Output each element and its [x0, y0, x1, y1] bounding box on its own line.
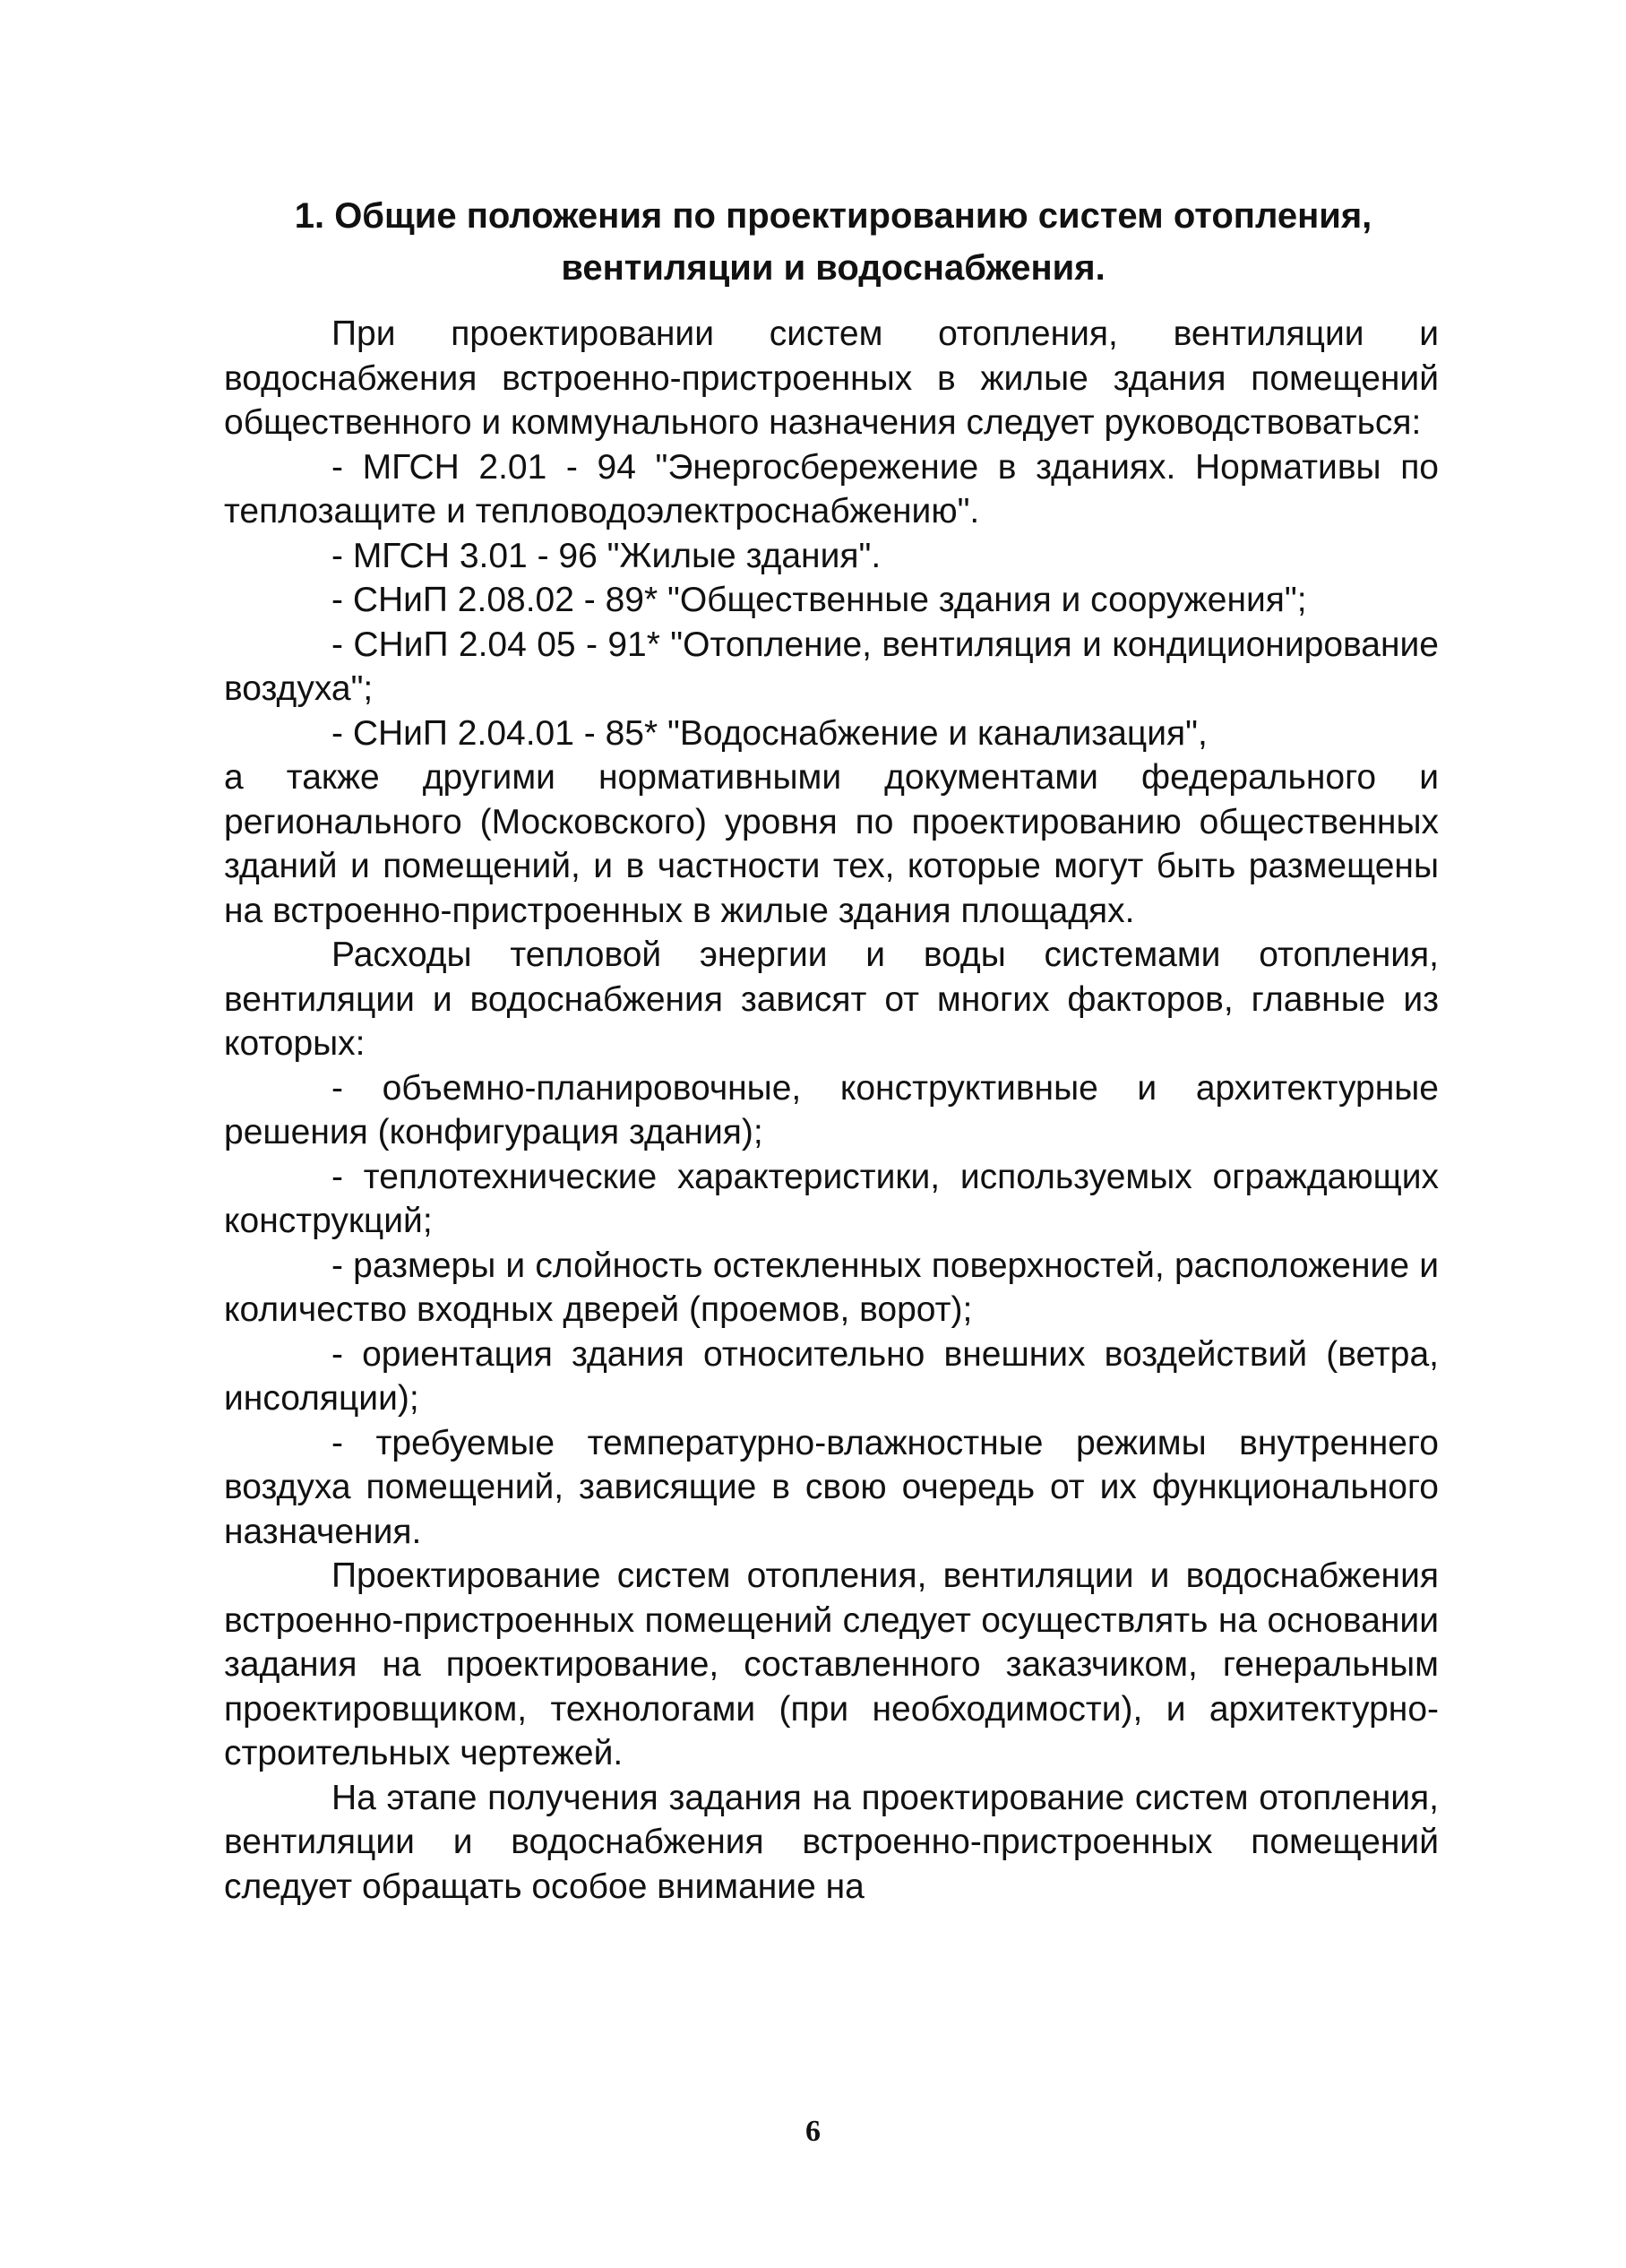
list-item: - теплотехнические характеристики, используемых ограждающих конструкций; — [224, 1157, 1439, 1240]
body-text — [224, 312, 1439, 1909]
list-item: - ориентация здания относительно внешних воздействий (ветра, инсоляции); — [224, 1334, 1439, 1418]
section-heading-line-1: 1. Общие положения по проектированию систем отопления, — [294, 196, 1372, 236]
list-item: - СНиП 2.04.01 - 85* "Водоснабжение и канализация", — [331, 713, 1208, 753]
paragraph: При проектировании систем отопления, вентиляции и водоснабжения встроенно-пристроенных в жилые здания помещений общественного и коммунального назначения следует руководствоваться: — [224, 315, 1439, 442]
section-heading-line-2: вентиляции и водоснабжения. — [561, 248, 1106, 288]
paragraph: Расходы тепловой энергии и воды системами отопления, вентиляции и водоснабжения зависят от многих факторов, главные из которых: — [224, 936, 1439, 1063]
list-item: - объемно-планировочные, конструктивные и архитектурные решения (конфигурация здания); — [224, 1068, 1439, 1151]
paragraph: Проектирование систем отопления, вентиляции и водоснабжения встроенно-пристроенных помещений следует осуществлять на основании задания на проектирование, составленного заказчиком, генеральным проектировщиком, технологами (при необходимости), и архитектурно-строительных чертежей. — [224, 1557, 1439, 1772]
section-heading — [215, 190, 1451, 294]
list-item: - СНиП 2.04 05 - 91* "Отопление, вентиляция и кондиционирование воздуха"; — [224, 625, 1439, 708]
page-number: 6 — [805, 2115, 821, 2148]
list-item: - МГСН 2.01 - 94 "Энергосбережение в зданиях. Нормативы по теплозащите и тепловодоэлектроснабжению". — [224, 447, 1439, 530]
list-item: - СНиП 2.08.02 - 89* "Общественные здания и сооружения"; — [331, 581, 1307, 619]
paragraph: На этапе получения задания на проектирование систем отопления, вентиляции и водоснабжения встроенно-пристроенных помещений следует обращать особое внимание на — [224, 1778, 1439, 1906]
list-item: - размеры и слойность остекленных поверхностей, расположение и количество входных дверей (проемов, ворот); — [224, 1246, 1439, 1329]
list-item: - требуемые температурно-влажностные режимы внутреннего воздуха помещений, зависящие в свою очередь от их функционального назначения. — [224, 1423, 1439, 1551]
list-item: - МГСН 3.01 - 96 "Жилые здания". — [331, 536, 882, 575]
paragraph: а также другими нормативными документами федерального и регионального (Московского) уровня по проектированию общественных зданий и помещений, и в частности тех, которые могут быть размещены на встроенно-пристроенных в жилые здания площадях. — [224, 758, 1439, 930]
